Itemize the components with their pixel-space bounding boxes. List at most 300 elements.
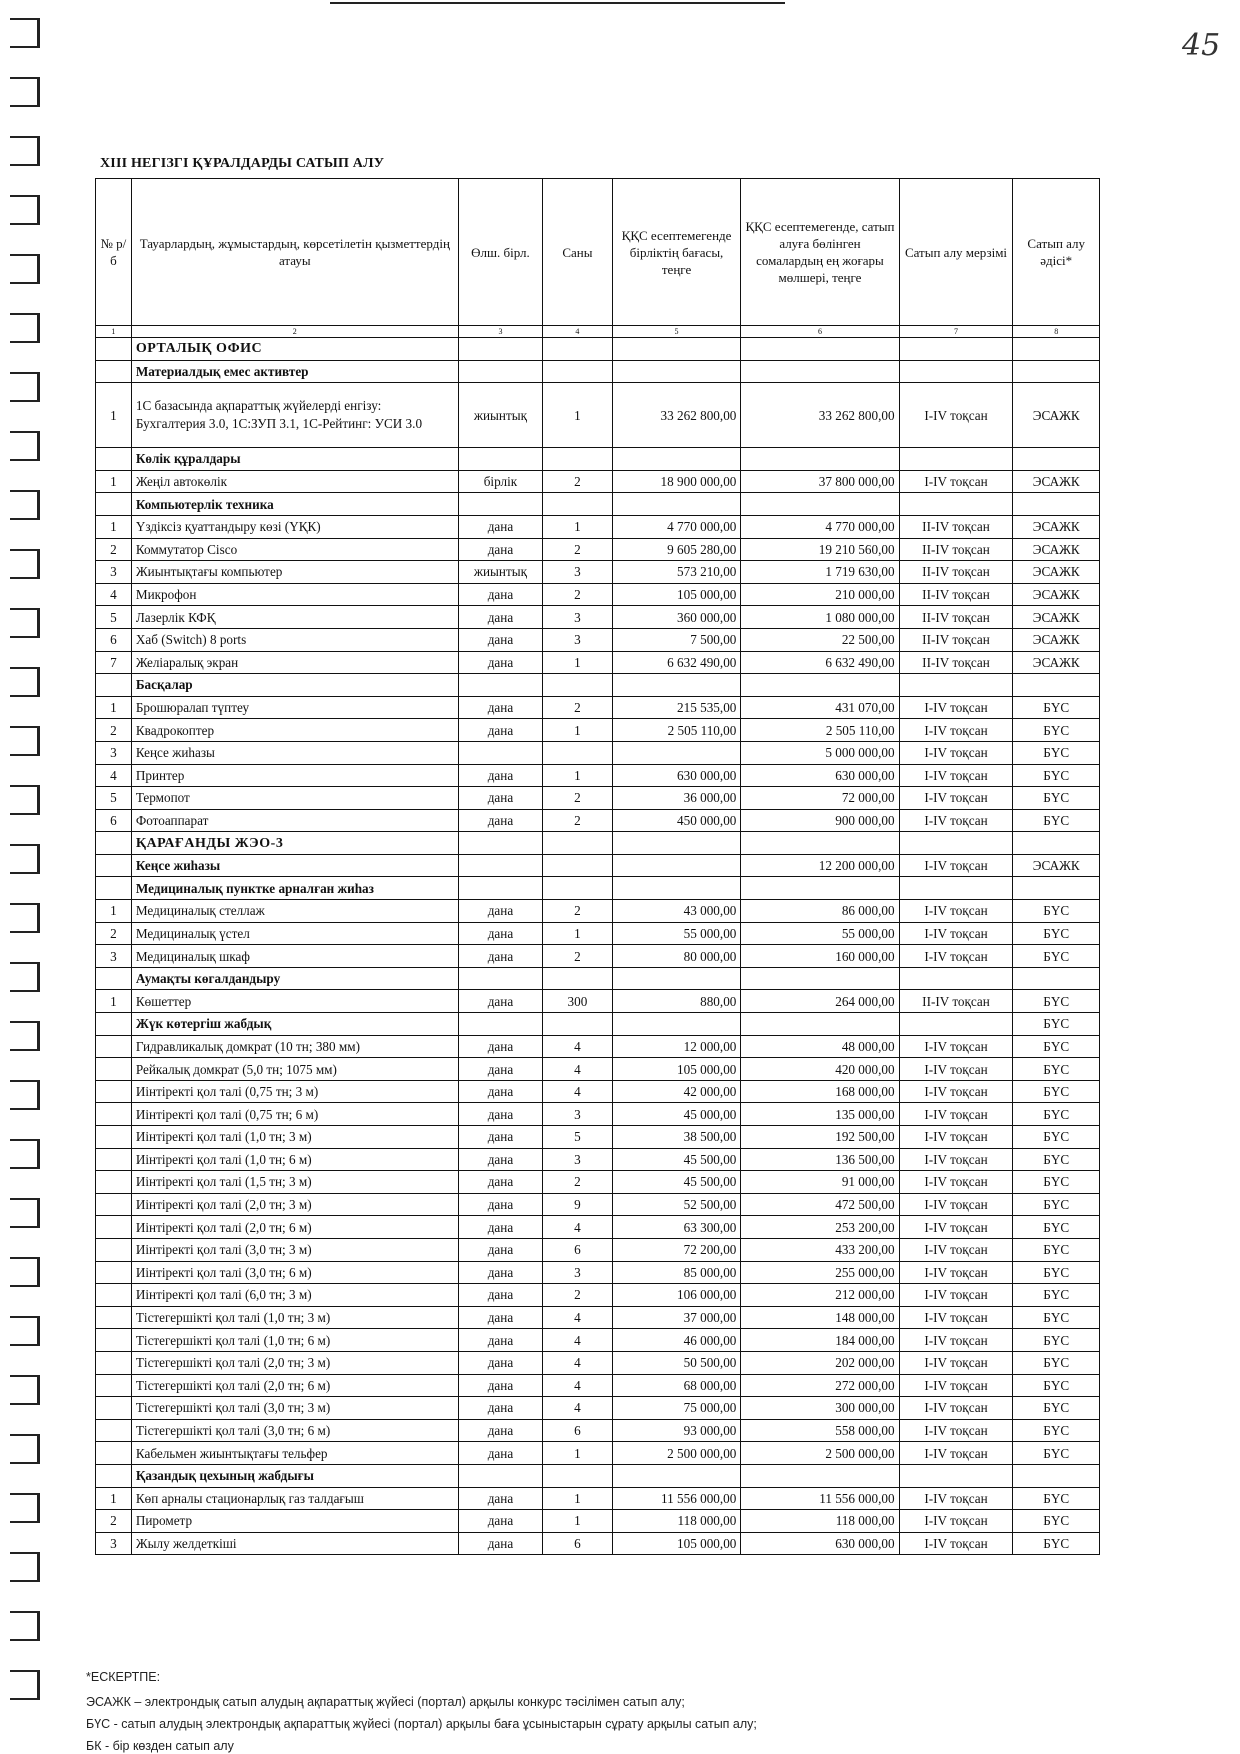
cell-method xyxy=(1013,493,1100,516)
cell-period xyxy=(899,338,1013,361)
table-row xyxy=(96,1193,1100,1216)
cell-unit: дана xyxy=(458,1374,542,1397)
cell-price: 80 000,00 xyxy=(612,945,741,968)
cell-period: I-IV тоқсан xyxy=(899,383,1013,448)
header-name: Тауарлардың, жұмыстардың, көрсетілетін қызметтердің атауы xyxy=(131,179,458,326)
cell-period: I-IV тоқсан xyxy=(899,787,1013,810)
binding-hole xyxy=(10,1493,40,1523)
cell-name: Фотоаппарат xyxy=(131,809,458,832)
cell-qty: 1 xyxy=(543,922,613,945)
cell-name: Кеңсе жиһазы xyxy=(131,741,458,764)
footnote-line: БК - бір көзден сатып алу xyxy=(86,1739,234,1753)
cell-no: 3 xyxy=(96,1532,132,1555)
cell-unit: дана xyxy=(458,1351,542,1374)
binding-hole xyxy=(10,77,40,107)
cell-total: 5 000 000,00 xyxy=(741,741,899,764)
cell-no xyxy=(96,1058,132,1081)
column-number-row xyxy=(96,326,1100,338)
table-row xyxy=(96,383,1100,448)
column-number: 8 xyxy=(1013,326,1100,338)
cell-unit: дана xyxy=(458,809,542,832)
cell-total: 255 000,00 xyxy=(741,1261,899,1284)
cell-qty xyxy=(543,741,613,764)
cell-price: 630 000,00 xyxy=(612,764,741,787)
binding-hole xyxy=(10,490,40,520)
cell-unit xyxy=(458,360,542,383)
cell-qty: 6 xyxy=(543,1419,613,1442)
cell-method: БҮС xyxy=(1013,990,1100,1013)
cell-qty xyxy=(543,1464,613,1487)
cell-unit xyxy=(458,967,542,990)
cell-total: 12 200 000,00 xyxy=(741,854,899,877)
cell-no xyxy=(96,493,132,516)
cell-total: 253 200,00 xyxy=(741,1216,899,1239)
cell-unit: дана xyxy=(458,764,542,787)
binding-hole xyxy=(10,1257,40,1287)
header-period: Сатып алу мерзімі xyxy=(899,179,1013,326)
cell-unit xyxy=(458,741,542,764)
cell-qty: 2 xyxy=(543,787,613,810)
section-row xyxy=(96,832,1100,855)
cell-method: БҮС xyxy=(1013,1397,1100,1420)
cell-total xyxy=(741,832,899,855)
cell-price: 75 000,00 xyxy=(612,1397,741,1420)
cell-total: 148 000,00 xyxy=(741,1306,899,1329)
cell-method: БҮС xyxy=(1013,787,1100,810)
cell-no xyxy=(96,1035,132,1058)
cell-period: I-IV тоқсан xyxy=(899,1329,1013,1352)
cell-price: 55 000,00 xyxy=(612,922,741,945)
binding-hole xyxy=(10,18,40,48)
cell-period xyxy=(899,674,1013,697)
cell-no xyxy=(96,360,132,383)
cell-price xyxy=(612,967,741,990)
cell-method: БҮС xyxy=(1013,1510,1100,1533)
cell-period: I-IV тоқсан xyxy=(899,1103,1013,1126)
binding-hole xyxy=(10,1316,40,1346)
cell-total: 272 000,00 xyxy=(741,1374,899,1397)
cell-total: 19 210 560,00 xyxy=(741,538,899,561)
cell-no xyxy=(96,1442,132,1465)
cell-no xyxy=(96,1171,132,1194)
cell-no xyxy=(96,1374,132,1397)
cell-total: 431 070,00 xyxy=(741,696,899,719)
cell-unit: дана xyxy=(458,1193,542,1216)
cell-no: 2 xyxy=(96,538,132,561)
cell-qty xyxy=(543,967,613,990)
cell-qty: 4 xyxy=(543,1306,613,1329)
binding-hole xyxy=(10,372,40,402)
cell-unit: дана xyxy=(458,1126,542,1149)
cell-no xyxy=(96,1351,132,1374)
cell-no xyxy=(96,854,132,877)
cell-price: 18 900 000,00 xyxy=(612,470,741,493)
cell-no: 1 xyxy=(96,990,132,1013)
cell-name: Көлік құралдары xyxy=(131,448,458,471)
cell-total: 202 000,00 xyxy=(741,1351,899,1374)
cell-method xyxy=(1013,877,1100,900)
cell-price: 93 000,00 xyxy=(612,1419,741,1442)
cell-unit: дана xyxy=(458,1284,542,1307)
cell-price: 42 000,00 xyxy=(612,1080,741,1103)
table-row xyxy=(96,1532,1100,1555)
cell-no xyxy=(96,338,132,361)
cell-no: 7 xyxy=(96,651,132,674)
cell-unit: дана xyxy=(458,651,542,674)
cell-qty: 2 xyxy=(543,900,613,923)
cell-method xyxy=(1013,448,1100,471)
cell-name: Көп арналы стационарлық газ талдағыш xyxy=(131,1487,458,1510)
cell-method: БҮС xyxy=(1013,719,1100,742)
cell-price: 573 210,00 xyxy=(612,561,741,584)
cell-qty: 2 xyxy=(543,809,613,832)
subsection-row xyxy=(96,674,1100,697)
cell-price: 2 500 000,00 xyxy=(612,1442,741,1465)
header-price: ҚҚС есептемегенде бірліктің бағасы, теңге xyxy=(612,179,741,326)
cell-qty: 4 xyxy=(543,1329,613,1352)
cell-period: I-IV тоқсан xyxy=(899,1261,1013,1284)
cell-name: Тістегершікті қол талі (2,0 тн; 3 м) xyxy=(131,1351,458,1374)
cell-total: 300 000,00 xyxy=(741,1397,899,1420)
cell-period: II-IV тоқсан xyxy=(899,515,1013,538)
cell-price xyxy=(612,493,741,516)
cell-no xyxy=(96,1013,132,1036)
cell-period xyxy=(899,448,1013,471)
cell-method: БҮС xyxy=(1013,809,1100,832)
cell-price: 36 000,00 xyxy=(612,787,741,810)
cell-qty: 2 xyxy=(543,1284,613,1307)
cell-total: 37 800 000,00 xyxy=(741,470,899,493)
table-row xyxy=(96,1035,1100,1058)
cell-no xyxy=(96,1216,132,1239)
cell-unit: дана xyxy=(458,719,542,742)
header-no: № р/б xyxy=(96,179,132,326)
cell-period: II-IV тоқсан xyxy=(899,583,1013,606)
cell-unit: дана xyxy=(458,1397,542,1420)
cell-unit: дана xyxy=(458,1035,542,1058)
cell-total: 1 080 000,00 xyxy=(741,606,899,629)
binding-holes xyxy=(0,0,46,1754)
cell-name: Иінтіректі қол талі (0,75 тн; 6 м) xyxy=(131,1103,458,1126)
binding-hole xyxy=(10,785,40,815)
table-row xyxy=(96,538,1100,561)
section-title: XIII НЕГІЗГІ ҚҰРАЛДАРДЫ САТЫП АЛУ xyxy=(100,156,385,171)
table-row xyxy=(96,990,1100,1013)
cell-period xyxy=(899,1013,1013,1036)
cell-no: 5 xyxy=(96,606,132,629)
cell-period: II-IV тоқсан xyxy=(899,628,1013,651)
cell-qty xyxy=(543,338,613,361)
cell-no xyxy=(96,1261,132,1284)
cell-name: Қазандық цехының жабдығы xyxy=(131,1464,458,1487)
cell-price: 52 500,00 xyxy=(612,1193,741,1216)
cell-name: Медициналық үстел xyxy=(131,922,458,945)
cell-method: ЭСАЖК xyxy=(1013,651,1100,674)
cell-price: 9 605 280,00 xyxy=(612,538,741,561)
footnote-line: ЭСАЖК – электрондық сатып алудың ақпараттық жүйесі (портал) арқылы конкурс тәсілімен сатып алу; xyxy=(86,1695,685,1709)
cell-qty: 9 xyxy=(543,1193,613,1216)
cell-period: I-IV тоқсан xyxy=(899,1126,1013,1149)
cell-unit xyxy=(458,338,542,361)
cell-method: БҮС xyxy=(1013,1193,1100,1216)
table-row xyxy=(96,561,1100,584)
binding-hole xyxy=(10,1611,40,1641)
cell-period: II-IV тоқсан xyxy=(899,990,1013,1013)
cell-price: 360 000,00 xyxy=(612,606,741,629)
cell-total: 91 000,00 xyxy=(741,1171,899,1194)
column-number: 5 xyxy=(612,326,741,338)
subsection-row xyxy=(96,854,1100,877)
top-rule xyxy=(330,2,785,4)
cell-unit: дана xyxy=(458,1442,542,1465)
subsection-row xyxy=(96,448,1100,471)
cell-name: Медициналық стеллаж xyxy=(131,900,458,923)
cell-period: I-IV тоқсан xyxy=(899,719,1013,742)
cell-qty: 1 xyxy=(543,1442,613,1465)
cell-total: 192 500,00 xyxy=(741,1126,899,1149)
cell-price: 105 000,00 xyxy=(612,1058,741,1081)
cell-method xyxy=(1013,360,1100,383)
cell-qty: 3 xyxy=(543,1261,613,1284)
cell-total: 433 200,00 xyxy=(741,1238,899,1261)
cell-name: Термопот xyxy=(131,787,458,810)
cell-name: Материалдық емес активтер xyxy=(131,360,458,383)
cell-no xyxy=(96,1397,132,1420)
cell-unit: дана xyxy=(458,1487,542,1510)
cell-method: ЭСАЖК xyxy=(1013,583,1100,606)
cell-method: ЭСАЖК xyxy=(1013,628,1100,651)
cell-method: ЭСАЖК xyxy=(1013,383,1100,448)
cell-unit: дана xyxy=(458,990,542,1013)
subsection-row xyxy=(96,360,1100,383)
cell-unit: дана xyxy=(458,1058,542,1081)
cell-total xyxy=(741,493,899,516)
table-row xyxy=(96,1171,1100,1194)
cell-method: БҮС xyxy=(1013,1442,1100,1465)
cell-total xyxy=(741,1013,899,1036)
column-number: 2 xyxy=(131,326,458,338)
cell-no xyxy=(96,1419,132,1442)
cell-qty xyxy=(543,832,613,855)
binding-hole xyxy=(10,549,40,579)
cell-unit: дана xyxy=(458,606,542,629)
cell-no: 1 xyxy=(96,1487,132,1510)
table-row xyxy=(96,628,1100,651)
cell-name: Брошюралап түптеу xyxy=(131,696,458,719)
cell-no: 4 xyxy=(96,764,132,787)
cell-method: ЭСАЖК xyxy=(1013,854,1100,877)
cell-total xyxy=(741,674,899,697)
cell-price: 85 000,00 xyxy=(612,1261,741,1284)
cell-price: 2 505 110,00 xyxy=(612,719,741,742)
cell-period: I-IV тоқсан xyxy=(899,900,1013,923)
cell-no xyxy=(96,1464,132,1487)
cell-no xyxy=(96,1080,132,1103)
cell-method: БҮС xyxy=(1013,1080,1100,1103)
cell-method: БҮС xyxy=(1013,1238,1100,1261)
table-row xyxy=(96,1126,1100,1149)
cell-period: I-IV тоқсан xyxy=(899,1216,1013,1239)
cell-period: I-IV тоқсан xyxy=(899,1532,1013,1555)
cell-unit: дана xyxy=(458,1216,542,1239)
cell-unit: дана xyxy=(458,1171,542,1194)
cell-method: БҮС xyxy=(1013,1532,1100,1555)
cell-no xyxy=(96,674,132,697)
table-row xyxy=(96,1306,1100,1329)
cell-total: 22 500,00 xyxy=(741,628,899,651)
cell-name: Тістегершікті қол талі (3,0 тн; 6 м) xyxy=(131,1419,458,1442)
cell-qty: 3 xyxy=(543,1148,613,1171)
cell-name: Рейкалық домкрат (5,0 тн; 1075 мм) xyxy=(131,1058,458,1081)
cell-name: Пирометр xyxy=(131,1510,458,1533)
cell-unit: дана xyxy=(458,1510,542,1533)
cell-name: Көшеттер xyxy=(131,990,458,1013)
cell-total: 264 000,00 xyxy=(741,990,899,1013)
cell-qty xyxy=(543,674,613,697)
cell-unit xyxy=(458,1464,542,1487)
cell-unit: дана xyxy=(458,583,542,606)
cell-price: 45 500,00 xyxy=(612,1148,741,1171)
cell-no xyxy=(96,1193,132,1216)
cell-qty: 3 xyxy=(543,561,613,584)
footnote-title: *ЕСКЕРТПЕ: xyxy=(86,1670,161,1684)
cell-name: Иінтіректі қол талі (1,0 тн; 3 м) xyxy=(131,1126,458,1149)
cell-name: Иінтіректі қол талі (3,0 тн; 6 м) xyxy=(131,1261,458,1284)
cell-name: Кабельмен жиынтықтағы тельфер xyxy=(131,1442,458,1465)
cell-total: 135 000,00 xyxy=(741,1103,899,1126)
cell-qty: 300 xyxy=(543,990,613,1013)
cell-period: II-IV тоқсан xyxy=(899,651,1013,674)
cell-total: 72 000,00 xyxy=(741,787,899,810)
cell-no: 2 xyxy=(96,922,132,945)
cell-name: Иінтіректі қол талі (2,0 тн; 6 м) xyxy=(131,1216,458,1239)
cell-no: 3 xyxy=(96,561,132,584)
cell-no: 1 xyxy=(96,900,132,923)
binding-hole xyxy=(10,254,40,284)
table-header-row xyxy=(96,179,1100,326)
cell-period: I-IV тоқсан xyxy=(899,1419,1013,1442)
cell-qty: 3 xyxy=(543,628,613,651)
cell-method: БҮС xyxy=(1013,1148,1100,1171)
cell-qty: 1 xyxy=(543,651,613,674)
cell-price: 450 000,00 xyxy=(612,809,741,832)
cell-price: 106 000,00 xyxy=(612,1284,741,1307)
cell-period xyxy=(899,360,1013,383)
cell-name: Жиынтықтағы компьютер xyxy=(131,561,458,584)
cell-method: БҮС xyxy=(1013,1013,1100,1036)
cell-period: I-IV тоқсан xyxy=(899,1351,1013,1374)
cell-period: I-IV тоқсан xyxy=(899,1238,1013,1261)
cell-method xyxy=(1013,1464,1100,1487)
cell-price xyxy=(612,448,741,471)
cell-unit: дана xyxy=(458,1080,542,1103)
cell-method: БҮС xyxy=(1013,1103,1100,1126)
cell-period: I-IV тоқсан xyxy=(899,1510,1013,1533)
cell-unit: дана xyxy=(458,1532,542,1555)
cell-name: Иінтіректі қол талі (1,0 тн; 6 м) xyxy=(131,1148,458,1171)
cell-no xyxy=(96,832,132,855)
binding-hole xyxy=(10,667,40,697)
cell-method: ЭСАЖК xyxy=(1013,515,1100,538)
cell-name: Иінтіректі қол талі (6,0 тн; 3 м) xyxy=(131,1284,458,1307)
cell-name: Жеңіл автокөлік xyxy=(131,470,458,493)
cell-period xyxy=(899,1464,1013,1487)
cell-total: 210 000,00 xyxy=(741,583,899,606)
cell-no: 6 xyxy=(96,628,132,651)
cell-qty: 4 xyxy=(543,1035,613,1058)
cell-name: Тістегершікті қол талі (3,0 тн; 3 м) xyxy=(131,1397,458,1420)
cell-price xyxy=(612,854,741,877)
cell-unit xyxy=(458,1013,542,1036)
table-row xyxy=(96,1284,1100,1307)
cell-period: I-IV тоқсан xyxy=(899,1035,1013,1058)
table-row xyxy=(96,764,1100,787)
cell-qty: 1 xyxy=(543,719,613,742)
cell-total: 900 000,00 xyxy=(741,809,899,832)
table-row xyxy=(96,1397,1100,1420)
cell-period: I-IV тоқсан xyxy=(899,696,1013,719)
cell-total: 630 000,00 xyxy=(741,1532,899,1555)
cell-unit: жиынтық xyxy=(458,561,542,584)
cell-total: 136 500,00 xyxy=(741,1148,899,1171)
cell-qty xyxy=(543,1013,613,1036)
cell-price: 118 000,00 xyxy=(612,1510,741,1533)
cell-qty: 4 xyxy=(543,1058,613,1081)
cell-total: 118 000,00 xyxy=(741,1510,899,1533)
cell-period: I-IV тоқсан xyxy=(899,922,1013,945)
cell-name: Аумақты көгалдандыру xyxy=(131,967,458,990)
cell-total: 168 000,00 xyxy=(741,1080,899,1103)
cell-method xyxy=(1013,338,1100,361)
cell-no: 1 xyxy=(96,696,132,719)
cell-price: 33 262 800,00 xyxy=(612,383,741,448)
cell-period: I-IV тоқсан xyxy=(899,764,1013,787)
table-row xyxy=(96,1261,1100,1284)
table-row xyxy=(96,651,1100,674)
cell-price: 880,00 xyxy=(612,990,741,1013)
cell-method: БҮС xyxy=(1013,764,1100,787)
cell-method: БҮС xyxy=(1013,1419,1100,1442)
cell-price: 50 500,00 xyxy=(612,1351,741,1374)
cell-price xyxy=(612,674,741,697)
cell-total: 86 000,00 xyxy=(741,900,899,923)
cell-unit: дана xyxy=(458,628,542,651)
binding-hole xyxy=(10,726,40,756)
cell-period xyxy=(899,493,1013,516)
cell-method: БҮС xyxy=(1013,1216,1100,1239)
cell-no: 3 xyxy=(96,945,132,968)
cell-no xyxy=(96,967,132,990)
subsection-row xyxy=(96,493,1100,516)
cell-method: БҮС xyxy=(1013,1284,1100,1307)
binding-hole xyxy=(10,1080,40,1110)
cell-name: Медициналық шкаф xyxy=(131,945,458,968)
cell-price: 43 000,00 xyxy=(612,900,741,923)
cell-qty: 4 xyxy=(543,1351,613,1374)
cell-unit: дана xyxy=(458,1329,542,1352)
cell-qty: 4 xyxy=(543,1080,613,1103)
cell-unit xyxy=(458,877,542,900)
cell-method: БҮС xyxy=(1013,1261,1100,1284)
table-row xyxy=(96,696,1100,719)
cell-period: I-IV тоқсан xyxy=(899,470,1013,493)
cell-name: Квадрокоптер xyxy=(131,719,458,742)
cell-name: Компьютерлік техника xyxy=(131,493,458,516)
cell-price: 63 300,00 xyxy=(612,1216,741,1239)
cell-price: 105 000,00 xyxy=(612,583,741,606)
binding-hole xyxy=(10,1434,40,1464)
cell-unit: дана xyxy=(458,515,542,538)
